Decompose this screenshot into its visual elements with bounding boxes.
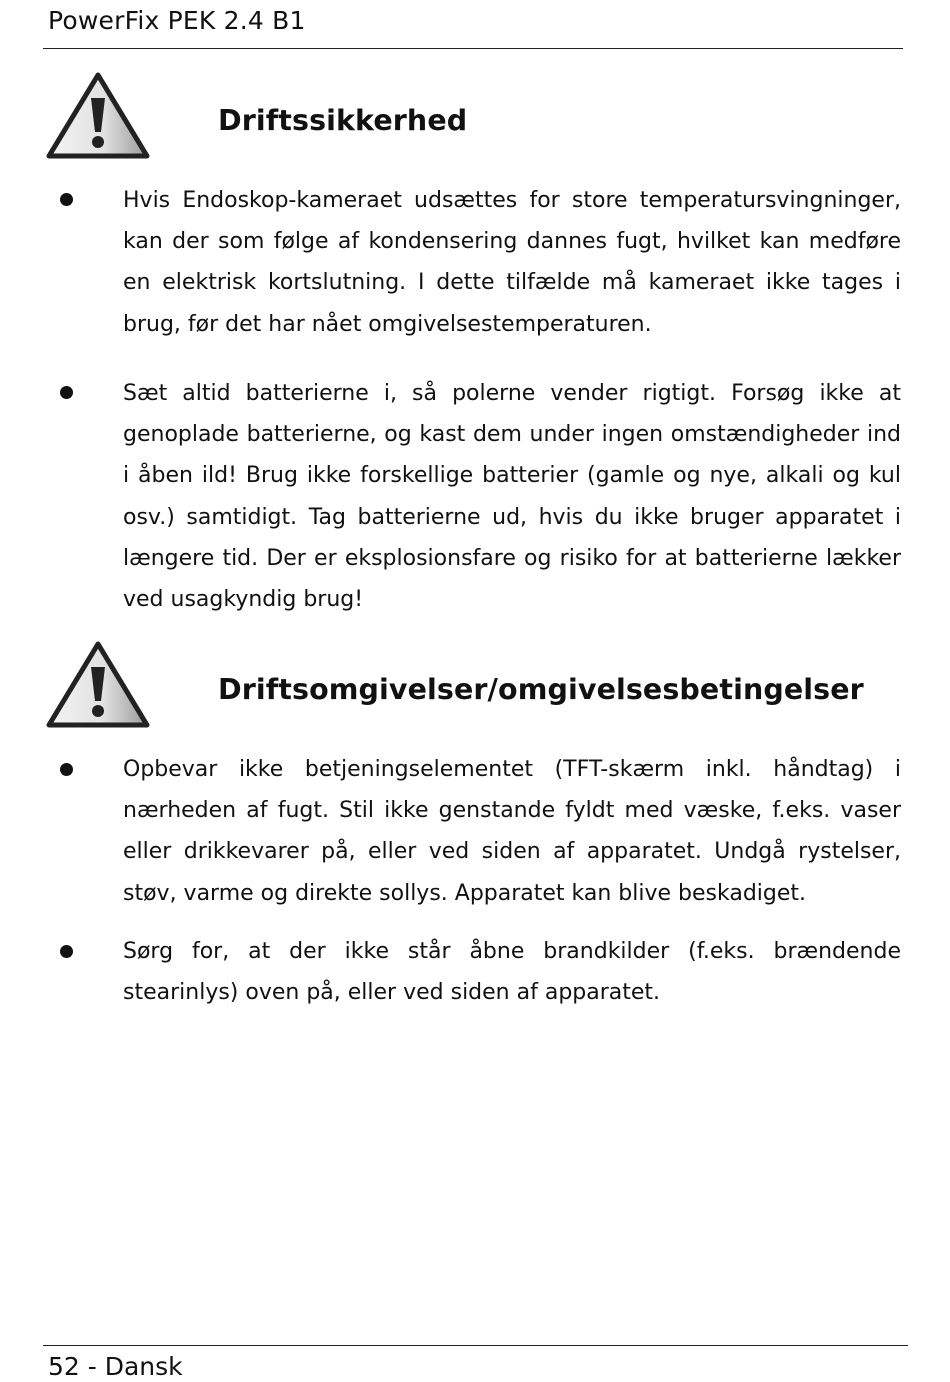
warning-triangle-icon [46,72,150,160]
document-title: PowerFix PEK 2.4 B1 [48,6,306,35]
page-number: 52 - Dansk [48,1352,183,1381]
list-item: Opbevar ikke betjeningselementet (TFT-skærm inkl. håndtag) i nærheden af fugt. Stil ikke genstande fyldt med væske, f.eks. vaser eller drikkevarer på, eller ved siden af apparatet. Undgå rystelser, støv, varme og direkte sollys. Apparatet kan blive beskadiget. [123,757,901,906]
bullet-icon [60,945,73,958]
header-divider [43,48,903,49]
bullet-icon [60,763,73,776]
section-title: Driftsomgivelser/omgivelsesbetingelser [218,673,864,706]
list-item: Hvis Endoskop-kameraet udsættes for store temperatursvingninger, kan der som følge af kondensering dannes fugt, hvilket kan medføre en elektrisk kortslutning. I dette tilfælde må kameraet ikke tages i brug, før det har nået omgivelsestemperaturen. [123,188,901,337]
warning-triangle-icon [46,641,150,729]
list-item: Sørg for, at der ikke står åbne brandkilder (f.eks. brændende stearinlys) oven på, eller ved siden af apparatet. [123,939,901,1006]
bullet-icon [60,193,73,206]
bullet-icon [60,386,73,399]
footer-divider [43,1345,908,1346]
section-title: Driftssikkerhed [218,104,468,137]
list-item: Sæt altid batterierne i, så polerne vender rigtigt. Forsøg ikke at genoplade batterierne, og kast dem under ingen omstændigheder ind i åben ild! Brug ikke forskellige batterier (gamle og nye, alkali og kul osv.) samtidigt. Tag batterierne ud, hvis du ikke bruger apparatet i længere tid. Der er eksplosionsfare og risiko for at batterierne lækker ved usagkyndig brug! [123,381,901,613]
